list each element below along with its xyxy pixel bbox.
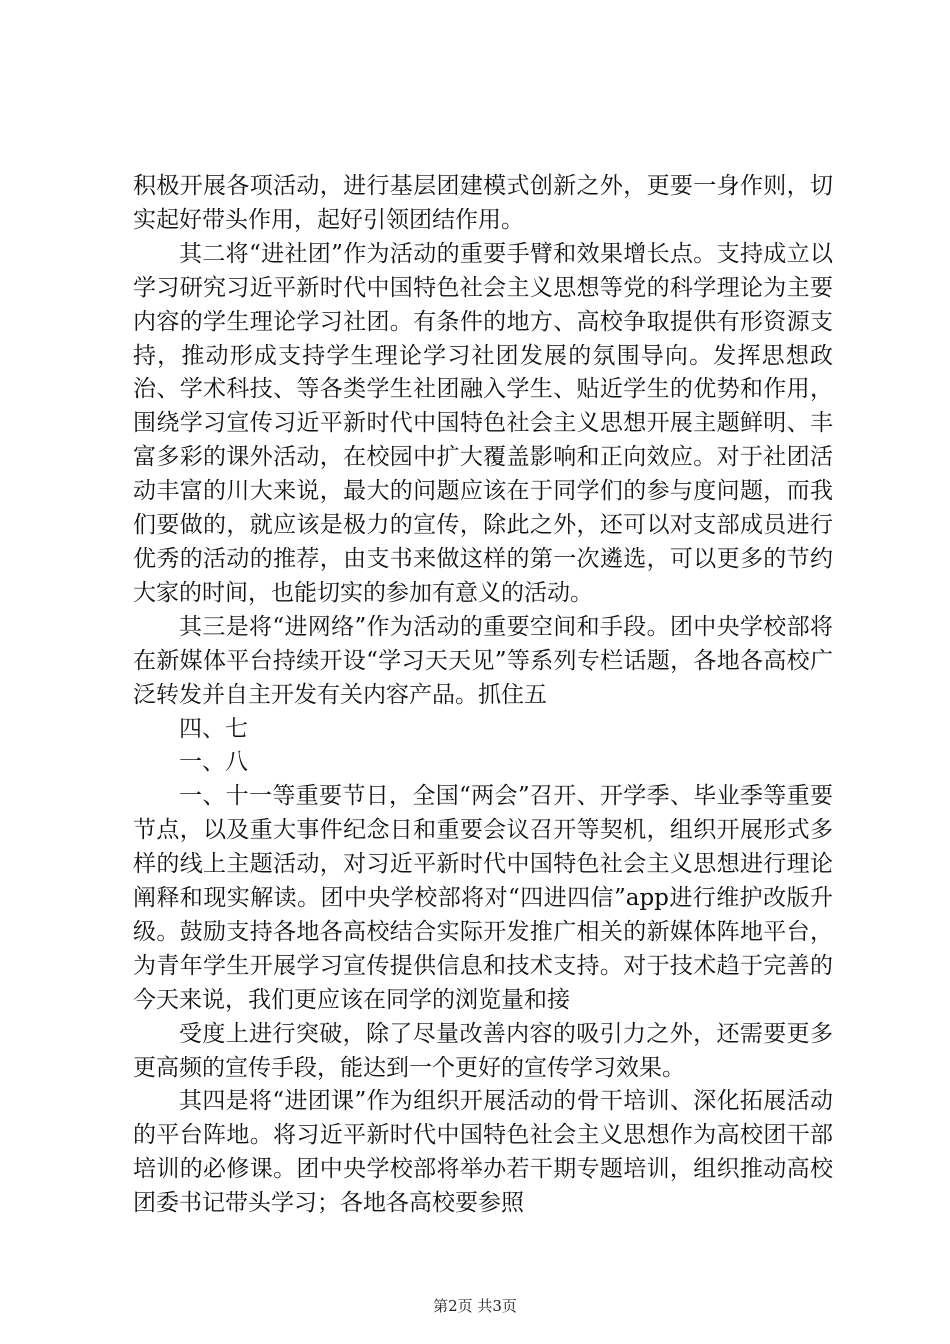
paragraph-7: 受度上进行突破，除了尽量改善内容的吸引力之外，还需要更多更高频的宣传手段，能达到一个更好的宣传学习效果。: [133, 1020, 833, 1081]
page-number-label: 第2页 共3页: [433, 1297, 517, 1315]
paragraph-2: 其二将“进社团”作为活动的重要手臂和效果增长点。支持成立以学习研究习近平新时代中国特色社会主义思想等党的科学理论为主要内容的学生理论学习社团。有条件的地方、高校争取提供有形资源支持，推动形成支持学生理论学习社团发展的氛围导向。发挥思想政治、学术科技、等各类学生社团融入学生、贴近学生的优势和作用，围绕学习宣传习近平新时代中国特色社会主义思想开展主题鲜明、丰富多彩的课外活动，在校园中扩大覆盖影响和正向效应。对于社团活动丰富的川大来说，最大的问题应该在于同学们的参与度问题，而我们要做的，就应该是极力的宣传，除此之外，还可以对支部成员进行优秀的活动的推荐，由支书来做这样的第一次遴选，可以更多的节约大家的时间，也能切实的参加有意义的活动。: [133, 240, 833, 606]
paragraph-3: 其三是将“进网络”作为活动的重要空间和手段。团中央学校部将在新媒体平台持续开设“学习天天见”等系列专栏话题，各地各高校广泛转发并自主开发有关内容产品。抓住五: [133, 613, 833, 708]
paragraph-8: 其四是将“进团课”作为组织开展活动的骨干培训、深化拓展活动的平台阵地。将习近平新时代中国特色社会主义思想作为高校团干部培训的必修课。团中央学校部将举办若干期专题培训，组织推动高校团委书记带头学习；各地各高校要参照: [133, 1088, 833, 1217]
paragraph-1: 积极开展各项活动，进行基层团建模式创新之外，更要一身作则，切实起好带头作用，起好引领团结作用。: [133, 173, 833, 233]
page-footer: [0, 1296, 950, 1316]
paragraph-4: 四、七: [179, 715, 248, 742]
paragraph-6: 一、十一等重要节日，全国“两会”召开、开学季、毕业季等重要节点，以及重大事件纪念日和重要会议召开等契机，组织开展形式多样的线上主题活动，对习近平新时代中国特色社会主义思想进行理论阐释和现实解读。团中央学校部将对“四进四信”app进行维护改版升级。鼓励支持各地各高校结合实际开发推广相关的新媒体阵地平台，为青年学生开展学习宣传提供信息和技术支持。对于技术趋于完善的今天来说，我们更应该在同学的浏览量和接: [133, 783, 833, 1013]
document-body: [133, 170, 833, 1221]
paragraph-5: 一、八: [179, 749, 248, 776]
